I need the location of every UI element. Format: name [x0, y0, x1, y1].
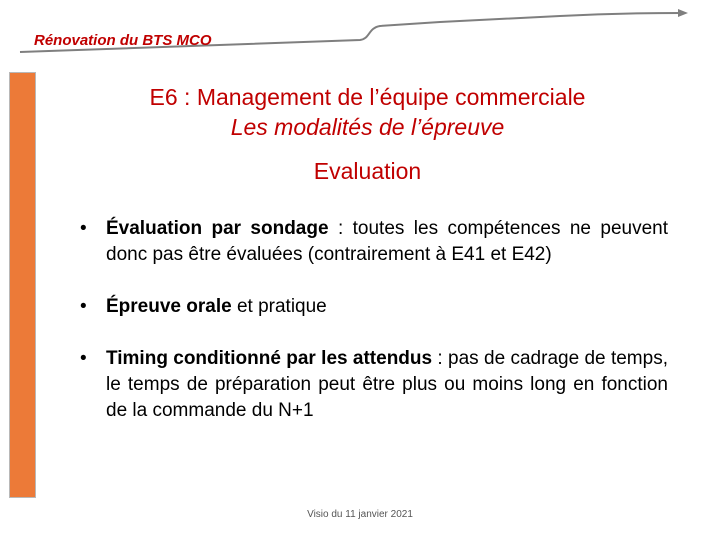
- bullet-item: [78, 346, 668, 424]
- header-title: Rénovation du BTS MCO: [34, 32, 212, 49]
- slide-title-block: [40, 82, 695, 186]
- slide-title: E6 : Management de l’équipe commerciale: [149, 84, 586, 110]
- bullet-text: : pas de cadrage de temps, le temps de préparation peut être plus ou moins long en fonction de la commande du N+1: [106, 348, 668, 421]
- slide-subtitle: Les modalités de l’épreuve: [230, 114, 505, 140]
- bullet-item: [78, 216, 668, 268]
- bullet-text: : toutes les compétences ne peuvent donc pas être évaluées (contrairement à E41 et E42): [106, 218, 668, 265]
- bullet-item: [78, 294, 668, 320]
- bullet-dot: •: [80, 218, 87, 239]
- slide-section-heading: Evaluation: [313, 158, 422, 184]
- header-arrow-line: [0, 0, 720, 60]
- side-accent-bar: [9, 72, 36, 498]
- bullet-text: et pratique: [231, 296, 327, 317]
- footer-text: Visio du 11 janvier 2021: [307, 509, 413, 520]
- bullet-dot: •: [80, 348, 87, 369]
- bullet-bold-text: Épreuve orale: [106, 296, 232, 317]
- bullet-dot: •: [80, 296, 87, 317]
- bullet-bold-text: Timing conditionné par les attendus: [106, 348, 433, 369]
- bullet-list: [78, 216, 668, 424]
- bullet-bold-text: Évaluation par sondage: [106, 218, 329, 239]
